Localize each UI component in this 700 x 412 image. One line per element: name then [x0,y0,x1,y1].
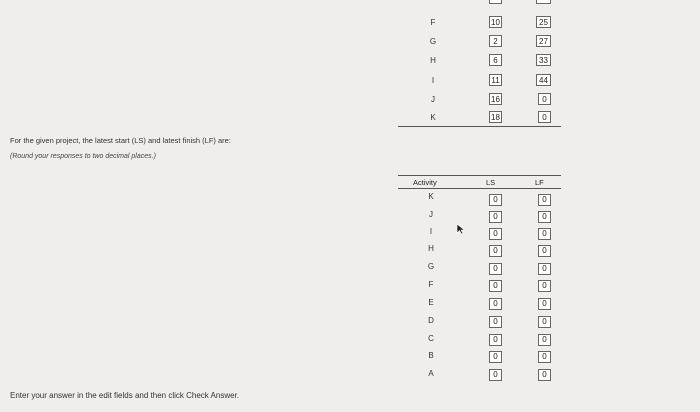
activity-label: G [427,262,435,271]
activity-label: I [429,227,433,236]
ls-input[interactable] [489,263,502,275]
lf-input[interactable] [538,351,551,363]
top-value-cell: 44 [536,74,551,86]
lf-input[interactable] [538,298,551,310]
footer-instruction: Enter your answer in the edit fields and then click Check Answer. [10,391,240,400]
ls-input[interactable] [489,280,502,292]
activity-label: K [428,192,434,201]
question-prompt: For the given project, the latest start (LS) and latest finish (LF) are: [10,136,231,145]
lf-input[interactable] [538,334,551,346]
activity-label: H [428,244,434,253]
ls-input[interactable] [489,316,502,328]
top-activity-label: K [430,113,436,122]
top-value-cell: 27 [536,35,551,47]
lf-input[interactable] [538,316,551,328]
lf-input[interactable] [538,369,551,381]
top-activity-label: F [430,18,436,27]
lf-input[interactable] [538,245,551,257]
ls-input[interactable] [489,194,502,206]
top-table-cropped-cell [536,0,551,4]
top-value-cell: 0 [538,93,551,105]
lf-input[interactable] [538,211,551,223]
activity-label: B [428,351,434,360]
header-lf: LF [535,178,544,187]
top-value-cell: 33 [536,54,551,66]
top-table-bottom-rule [398,126,561,127]
activity-label: A [428,369,434,378]
header-activity: Activity [413,178,437,187]
ls-input[interactable] [489,369,502,381]
top-activity-label: H [430,56,436,65]
ls-input[interactable] [489,211,502,223]
ls-input[interactable] [489,298,502,310]
top-activity-label: I [431,76,435,85]
rounding-hint: (Round your responses to two decimal places.) [10,153,156,160]
top-activity-label: G [429,37,437,46]
top-value-cell: 2 [489,35,502,47]
activity-label: D [428,316,434,325]
top-value-cell: 6 [489,54,502,66]
lf-input[interactable] [538,194,551,206]
lf-input[interactable] [538,228,551,240]
top-activity-label: J [431,95,435,104]
activity-label: J [429,210,433,219]
ls-input[interactable] [489,334,502,346]
ls-input[interactable] [489,228,502,240]
activity-label: E [428,298,434,307]
header-ls: LS [486,178,496,187]
lf-input[interactable] [538,263,551,275]
top-value-cell: 11 [489,74,502,86]
top-table-cropped-cell [489,0,502,4]
mouse-cursor-icon [456,223,468,235]
lf-input[interactable] [538,280,551,292]
activity-label: C [428,334,434,343]
top-value-cell: 18 [489,111,502,123]
answer-table-header-rule [398,188,561,189]
top-value-cell: 25 [536,16,551,28]
top-value-cell: 16 [489,93,502,105]
ls-input[interactable] [489,245,502,257]
ls-input[interactable] [489,351,502,363]
answer-table-top-rule [398,175,561,176]
top-value-cell: 10 [489,16,502,28]
activity-label: F [428,280,434,289]
top-value-cell: 0 [538,111,551,123]
